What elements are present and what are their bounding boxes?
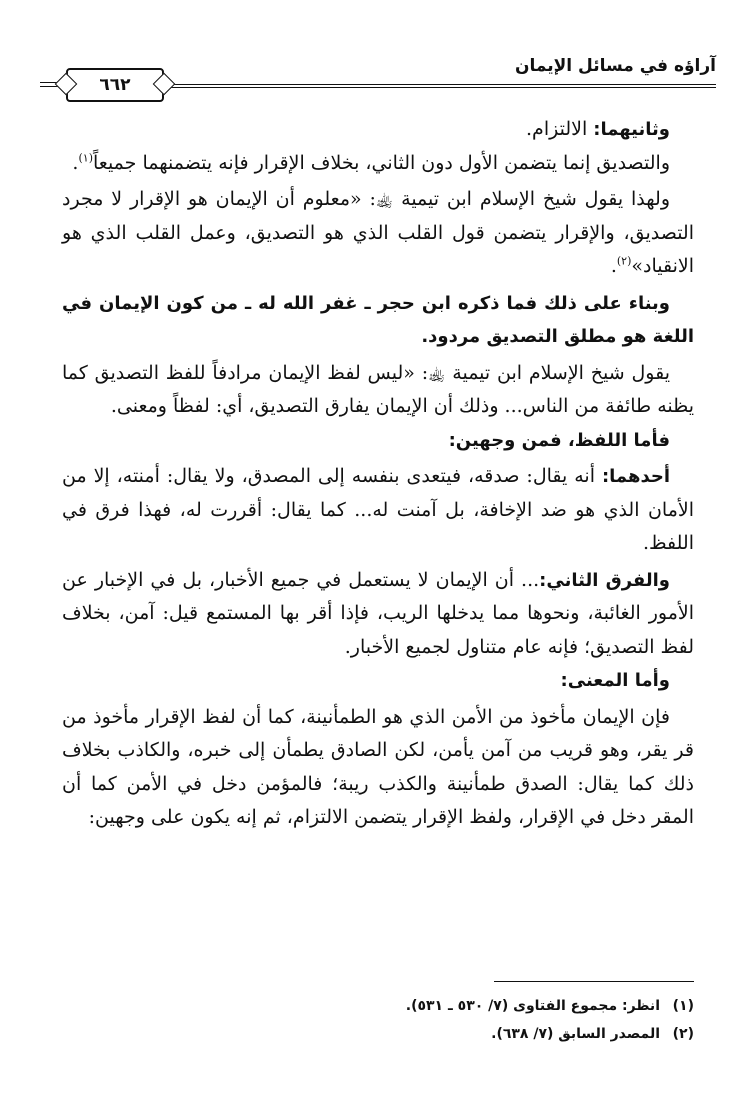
section-heading: وأما المعنى: bbox=[560, 670, 670, 691]
main-text bbox=[62, 113, 694, 835]
paragraph bbox=[62, 564, 694, 665]
footnote-ref: (٢) bbox=[616, 254, 632, 268]
footnote-ref: (١) bbox=[78, 151, 93, 165]
footnote-divider bbox=[494, 981, 694, 982]
running-title: آراؤه في مسائل الإيمان bbox=[514, 56, 716, 76]
section-heading: فأما اللفظ، فمن وجهين: bbox=[448, 429, 670, 451]
footnote-text: انظر: مجموع الفتاوى (٧/ ٥٣٠ ـ ٥٣١). bbox=[405, 998, 660, 1014]
paragraph-text: الالتزام. bbox=[526, 118, 594, 140]
footnotes bbox=[62, 992, 694, 1048]
footnote-text: المصدر السابق (٧/ ٦٣٨). bbox=[491, 1026, 660, 1042]
footnote bbox=[62, 1020, 694, 1048]
paragraph: والتصديق إنما يتضمن الأول دون الثاني، بخلاف الإقرار فإنه يتضمنهما جميعاً$^{(١)}$. bbox=[72, 151, 670, 174]
paragraph-lead: والفرق الثاني: bbox=[539, 569, 670, 591]
footnote-number: (١) bbox=[672, 998, 694, 1014]
paragraph-end: . bbox=[610, 255, 617, 277]
paragraph: يقول شيخ الإسلام ابن تيمية ﵀: «ليس لفظ الإيمان مرادفاً للفظ التصديق كما يظنه طائفة من الناس... وذلك أن الإيمان يفارق التصديق، أي: لفظاً ومعنى. bbox=[62, 361, 694, 417]
paragraph-lead: أحدهما: bbox=[601, 466, 670, 487]
page-header bbox=[40, 46, 716, 96]
header-rule bbox=[168, 87, 716, 88]
header-rule bbox=[168, 84, 716, 85]
footnote bbox=[62, 992, 694, 1020]
paragraph-text: أنه يقال: صدقه، فيتعدى بنفسه إلى المصدق، ولا يقال: أمنته، إلا من الأمان الذي هو ضد الإخافة، بل آمنت له... كما يقال: أقررت له، فهذا فرق في اللفظ. bbox=[62, 465, 694, 554]
paragraph bbox=[62, 183, 694, 284]
paragraph-text: والتصديق إنما يتضمن الأول دون الثاني، بخلاف الإقرار فإنه يتضمنهما جميعاً bbox=[92, 151, 670, 174]
paragraph-text: ... أن الإيمان لا يستعمل في جميع الأخبار، بل في الإخبار عن الأمور الغائبة، ونحوها مما يدخلها الريب، فإذا أقر بها المستمع قيل: آمن، بخلاف لفظ التصديق؛ فإنه عام متناول لجميع الأخبار. bbox=[62, 568, 694, 658]
paragraph-text: ولهذا يقول شيخ الإسلام ابن تيمية ﵀: «معلوم أن الإيمان هو الإقرار لا مجرد التصديق، والإقرار يتضمن قول القلب الذي هو التصديق، وعمل القلب الذي هو الانقياد» bbox=[62, 188, 694, 277]
page-number: ٦٦٢ bbox=[66, 68, 164, 102]
paragraph-lead: وثانيهما: bbox=[593, 119, 670, 140]
paragraph: فإن الإيمان مأخوذ من الأمن الذي هو الطمأنينة، كما أن لفظ الإقرار مأخوذ من قر يقر، وهو قريب من آمن يأمن، لكن الصادق يطمأن إلى خبره، والكاذب بخلاف ذلك كما يقال: الصدق طمأنينة والكذب ريبة؛ فالمؤمن دخل في الأمن كما أن المقر دخل في الإقرار، ولفظ الإقرار يتضمن الالتزام، ثم إنه يكون على وجهين: bbox=[62, 705, 694, 828]
paragraph bbox=[62, 460, 694, 561]
paragraph-bold: وبناء على ذلك فما ذكره ابن حجر ـ غفر الله له ـ من كون الإيمان في اللغة هو مطلق التصديق مردود. bbox=[62, 292, 694, 347]
footnote-number: (٢) bbox=[672, 1026, 694, 1042]
paragraph bbox=[62, 113, 694, 147]
